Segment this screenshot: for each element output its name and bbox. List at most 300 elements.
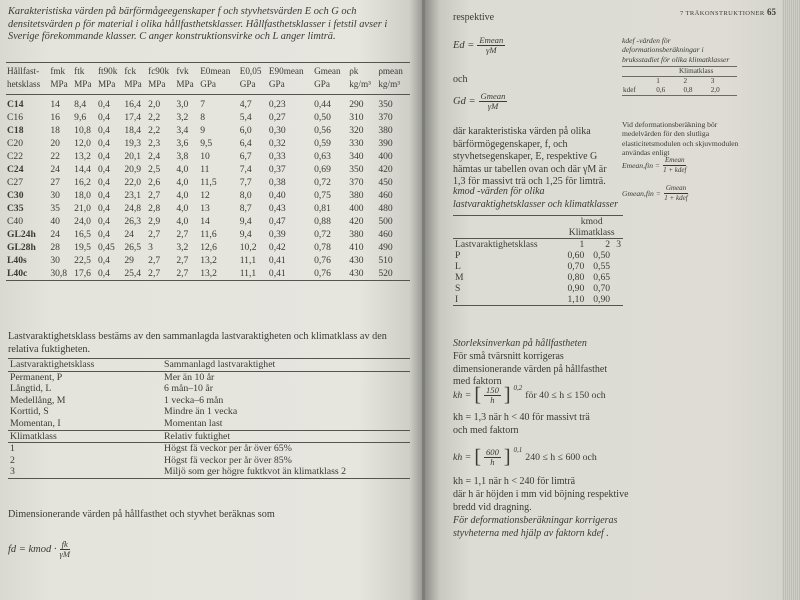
table-cell — [612, 261, 623, 272]
unit-cell: kg/m³ — [377, 78, 410, 95]
table-row — [453, 294, 623, 306]
formula-g — [453, 92, 507, 111]
table-cell: 400 — [378, 151, 393, 162]
table-cell: 510 — [378, 255, 393, 266]
table-cell: 0,90 — [567, 283, 585, 294]
table-cell: 4,0 — [176, 203, 189, 214]
fraction-denominator: γM — [486, 45, 497, 55]
table-cell: 2,3 — [148, 138, 161, 149]
table-caption: Karakteristiska värden på bärförmågeegenskaper f och styvhetsvärden E och G och densitetsvärden ρ för material i olika hållfasthetsklasser. Hållfasthetsklasser i fetstil avser i Sverige förekommande klasser. C anger konstruktionsvirke och L anger limträ. — [8, 6, 388, 43]
gmean-fin-formula — [622, 184, 688, 203]
header-cell: Hållfast- — [6, 63, 49, 79]
table-cell: 8,0 — [239, 190, 252, 201]
size-effect-text: För små tvärsnitt korrigeras dimensionerande värden på hållfasthet med faktorn — [453, 351, 608, 388]
table-cell: 0,47 — [268, 216, 286, 227]
table-cell: 1 — [10, 443, 15, 455]
unit-cell: MPa — [49, 78, 73, 95]
table-cell — [612, 294, 623, 306]
fraction-numerator: 600 — [485, 447, 499, 457]
formula-exponent: 0,2 — [513, 383, 523, 392]
kmod-subtitle: Klimatklass — [568, 227, 615, 238]
kh-note-text: där h är höjden i mm vid böjning respektive bredd vid dragning. — [453, 489, 629, 513]
strength-class-cell: C14 — [7, 99, 24, 110]
table-row — [6, 241, 410, 254]
header-cell: 3 — [710, 77, 737, 87]
header-cell: 2 — [586, 239, 612, 251]
formula-fraction — [477, 36, 505, 55]
unit-cell: GPa — [239, 78, 268, 95]
fraction-denominator: γM — [487, 101, 499, 111]
table-cell: 9,6 — [74, 112, 87, 123]
header-cell: E0mean — [199, 63, 239, 79]
kh-formula-1: kh = [ $\frac{150}{h}$ ] 0,2 för 40 ≤ h ≤ 150 och — [453, 383, 606, 406]
formula-fraction — [484, 448, 501, 467]
design-formula — [8, 540, 70, 559]
table-cell: 2,8 — [148, 203, 161, 214]
table-cell — [612, 250, 623, 261]
table-cell — [612, 272, 623, 283]
table-row — [6, 163, 410, 176]
header-cell: ftk — [73, 63, 97, 79]
fraction-numerator: fk — [61, 539, 68, 549]
table-cell: 13 — [200, 203, 210, 214]
formula-fraction — [663, 156, 686, 175]
table-cell: 2,7 — [176, 229, 189, 240]
table-cell: 0,76 — [314, 255, 331, 266]
header-cell: Lastvaraktighetsklass — [8, 359, 162, 372]
table-cell: 3 — [8, 466, 162, 478]
table-cell: 0,75 — [314, 190, 331, 201]
table-cell: 4,0 — [176, 216, 189, 227]
duration-header-row — [8, 359, 410, 372]
table-cell: 4,0 — [176, 177, 189, 188]
table-cell: 24,8 — [124, 203, 142, 214]
table-cell: 24 — [50, 229, 60, 240]
table-row — [8, 418, 410, 430]
table-row — [6, 111, 410, 124]
table-cell: 10 — [200, 151, 210, 162]
table-row — [6, 95, 410, 112]
table-cell: 2,7 — [148, 255, 161, 266]
unit-cell: GPa — [313, 78, 348, 95]
table-row — [6, 267, 410, 281]
table-cell: 10,8 — [74, 125, 91, 136]
table-cell: 14,4 — [74, 164, 91, 175]
formula-fraction — [60, 540, 71, 559]
table-cell: 13,2 — [200, 255, 217, 266]
unit-cell: MPa — [73, 78, 97, 95]
strength-class-cell: C40 — [7, 216, 23, 227]
kmod-table-title: kmod -värden för olika lastvaraktighetsklasser och klimatklasser — [453, 186, 618, 210]
table-cell: 0,65 — [593, 272, 611, 283]
table-cell: I — [453, 294, 560, 306]
table-cell: 18 — [50, 125, 60, 136]
duration-class-table — [8, 358, 410, 479]
table-cell: 0,63 — [314, 151, 331, 162]
header-cell: Gmean — [313, 63, 348, 79]
table-cell: 11,1 — [239, 255, 257, 266]
formula-lhs: Emean,fin = — [622, 161, 661, 170]
table-cell: 0,44 — [314, 99, 331, 110]
table-row — [8, 406, 410, 418]
table-cell: 18,4 — [124, 125, 142, 136]
table-cell: 0,72 — [314, 229, 331, 240]
table-cell: 16 — [50, 112, 60, 123]
table-cell: 14 — [50, 99, 60, 110]
strength-class-cell: GL28h — [7, 242, 36, 253]
table-row — [6, 176, 410, 189]
table-row — [453, 283, 623, 294]
table-cell: Permanent, P — [10, 371, 63, 383]
kmod-header-row — [453, 239, 623, 251]
table-cell: 24,0 — [74, 216, 91, 227]
fraction-numerator: Emean — [479, 35, 504, 45]
strength-class-cell: C22 — [7, 151, 23, 162]
table-cell: 0,55 — [593, 261, 611, 272]
table-cell: 290 — [349, 99, 364, 110]
table-cell: 22 — [50, 151, 60, 162]
table-row — [453, 250, 623, 261]
kmod-sub-row — [453, 227, 623, 239]
formula-fraction — [479, 92, 508, 111]
table-cell: 16,2 — [74, 177, 91, 188]
table-cell: S — [455, 283, 461, 294]
table-cell: 2,7 — [175, 267, 199, 281]
table-cell: 6,7 — [239, 151, 252, 162]
table-cell: 12 — [200, 190, 210, 201]
table-row — [8, 395, 410, 407]
table-cell — [612, 283, 623, 294]
table-cell: 24 — [50, 164, 60, 175]
formula-fraction — [484, 386, 501, 405]
table-cell: 23,1 — [124, 190, 142, 201]
header-cell: 1 — [655, 77, 682, 87]
table-cell: 17,4 — [124, 112, 142, 123]
table-cell: 7,4 — [239, 164, 252, 175]
strength-class-cell: GL24h — [7, 229, 36, 240]
header-cell: Lastvaraktighetsklass — [453, 239, 560, 251]
strength-class-cell: L40s — [7, 255, 27, 266]
table-row — [6, 254, 410, 267]
fraction-numerator: Gmean — [480, 91, 506, 101]
table-cell: 0,81 — [314, 203, 331, 214]
table-cell: 0,30 — [268, 125, 286, 136]
table-cell: 2,7 — [148, 229, 161, 240]
table-cell: 0,4 — [97, 99, 110, 110]
strength-class-cell: C16 — [7, 112, 23, 123]
size-effect-title: Storleksinverkan på hållfastheten — [453, 338, 587, 349]
table-cell: 29 — [124, 255, 134, 266]
table-cell: 9,5 — [200, 138, 213, 149]
table-cell: 430 — [348, 267, 377, 281]
table-cell: 18,0 — [74, 190, 91, 201]
table-cell: 0,70 — [593, 283, 611, 294]
table-cell: 14 — [200, 216, 210, 227]
table-cell: 1 vecka–6 mån — [164, 394, 224, 406]
page-edge — [782, 0, 800, 600]
table-row — [6, 202, 410, 215]
table-row — [6, 189, 410, 202]
header-cell: fvk — [175, 63, 199, 79]
header-cell: Klimatklass — [8, 430, 162, 443]
header-cell: 1 — [560, 239, 586, 251]
table-cell: 0,4 — [97, 203, 110, 214]
table-cell: 0,4 — [97, 112, 110, 123]
table-cell: 0,80 — [567, 272, 585, 283]
fraction-numerator: Gmean — [665, 184, 687, 192]
header-cell: Sammanlagd lastvaraktighet — [162, 359, 410, 372]
unit-cell: GPa — [268, 78, 313, 95]
formula-lhs: kh = — [453, 390, 472, 401]
table-cell: 0,4 — [97, 151, 110, 162]
right-page — [425, 0, 800, 600]
table-header-row — [6, 63, 410, 79]
table-cell: 0,4 — [97, 267, 123, 281]
table-cell: 3,6 — [176, 138, 189, 149]
running-head: 7 TRÄKONSTRUKTIONER — [680, 10, 765, 17]
table-cell: 6 mån–10 år — [164, 383, 213, 395]
table-row — [6, 228, 410, 241]
fraction-denominator: 1 + kdef — [664, 194, 688, 202]
table-cell: 9,4 — [239, 229, 252, 240]
unit-cell: hetsklass — [6, 78, 49, 95]
header-cell: fck — [123, 63, 147, 79]
table-cell: 0,33 — [268, 151, 286, 162]
table-cell: 0,4 — [97, 190, 110, 201]
table-cell: 1,10 — [560, 294, 586, 306]
fraction-denominator: h — [490, 457, 495, 467]
kdef-value-row — [622, 86, 737, 96]
table-row — [6, 137, 410, 150]
table-row — [8, 443, 410, 455]
unit-cell: MPa — [123, 78, 147, 95]
table-row — [8, 466, 410, 478]
table-cell: Mindre än 1 vecka — [164, 406, 238, 418]
table-cell: 6,0 — [239, 125, 252, 136]
table-cell: 4,7 — [239, 99, 252, 110]
kh-glulam-text: kh = 1,1 när h < 240 för limträ — [453, 476, 576, 487]
strength-class-cell: C24 — [7, 164, 24, 175]
table-cell: 320 — [349, 125, 364, 136]
table-cell: 0,50 — [593, 250, 611, 261]
table-cell: 3,2 — [176, 242, 189, 253]
table-cell: 380 — [349, 190, 364, 201]
table-cell: 400 — [349, 203, 364, 214]
table-cell: 12,0 — [74, 138, 91, 149]
header-cell: fmk — [49, 63, 73, 79]
table-cell: 25,4 — [123, 267, 147, 281]
table-cell: 3,4 — [176, 125, 189, 136]
strength-class-cell: C18 — [7, 125, 24, 136]
table-cell: L — [455, 261, 461, 272]
table-cell: 0,41 — [268, 255, 286, 266]
formula-condition: 240 ≤ h ≤ 600 och — [525, 452, 597, 463]
kdef-table — [622, 66, 737, 96]
table-cell: 380 — [378, 125, 393, 136]
strength-class-cell: L40c — [6, 267, 49, 281]
table-row — [8, 455, 410, 467]
kmod-title-row — [453, 216, 623, 228]
table-cell: 350 — [378, 99, 393, 110]
table-cell: 3 — [148, 242, 153, 253]
table-row — [8, 383, 410, 395]
table-cell: 11,5 — [200, 177, 217, 188]
table-row — [8, 371, 410, 383]
table-cell: 11,1 — [239, 267, 268, 281]
table-cell: 0,88 — [314, 216, 331, 227]
table-row — [453, 272, 623, 283]
table-cell: 0,41 — [268, 267, 313, 281]
table-cell: 2,0 — [710, 86, 737, 96]
table-cell: 0,32 — [268, 138, 286, 149]
strength-class-cell: C27 — [7, 177, 23, 188]
table-cell: Mer än 10 år — [164, 371, 215, 383]
emean-fin-formula — [622, 156, 686, 175]
table-cell: 16,5 — [74, 229, 91, 240]
header-cell: ft90k — [97, 63, 123, 79]
table-cell: 0,4 — [97, 216, 110, 227]
table-cell: 8,4 — [74, 99, 87, 110]
header-cell: ρk — [348, 63, 377, 79]
kmod-table — [453, 215, 623, 306]
table-cell: 17,6 — [73, 267, 97, 281]
strength-class-cell: C35 — [7, 203, 24, 214]
table-cell: 2,7 — [147, 267, 175, 281]
table-cell: P — [455, 250, 461, 261]
table-cell: 330 — [349, 138, 364, 149]
table-cell: 2,0 — [148, 99, 161, 110]
table-cell: 5,4 — [239, 112, 252, 123]
table-cell: 0,59 — [314, 138, 331, 149]
formula-lhs: Ed = — [453, 40, 475, 51]
table-cell: 26,5 — [124, 242, 142, 253]
table-cell: 40 — [50, 216, 60, 227]
table-cell: 11,6 — [200, 229, 217, 240]
table-cell: 21,0 — [74, 203, 91, 214]
fraction-numerator: 150 — [485, 385, 499, 395]
table-cell: 430 — [349, 255, 364, 266]
kdef-header-row — [622, 77, 737, 87]
table-cell: 310 — [349, 112, 364, 123]
table-cell: 2,2 — [148, 125, 161, 136]
table-cell: 12,6 — [200, 242, 217, 253]
table-cell: 0,4 — [97, 164, 110, 175]
table-cell: 20,1 — [124, 151, 142, 162]
formula-lhs: kh = — [453, 452, 472, 463]
formula-lhs: Gd = — [453, 96, 476, 107]
table-cell: 0,50 — [314, 112, 331, 123]
table-cell: 28 — [50, 242, 60, 253]
table-cell: 350 — [349, 164, 364, 175]
table-cell: 390 — [378, 138, 393, 149]
strength-class-table — [6, 62, 410, 281]
unit-cell: GPa — [199, 78, 239, 95]
table-cell: 6,4 — [239, 138, 252, 149]
table-cell: 22,5 — [74, 255, 91, 266]
table-cell: 3,2 — [176, 112, 189, 123]
table-cell: 2,9 — [148, 216, 161, 227]
header-cell: 2 — [682, 77, 709, 87]
header-cell: Relativ fuktighet — [162, 430, 410, 443]
table-cell: 420 — [378, 164, 393, 175]
table-cell: 460 — [378, 190, 393, 201]
table-cell: 380 — [349, 229, 364, 240]
table-cell: 0,37 — [268, 164, 286, 175]
table-cell: 490 — [378, 242, 393, 253]
table-cell: 3,0 — [176, 99, 189, 110]
characteristic-values-text: där karakteristiska värden på olika bärförmögegenskaper, f, och styvhetsegenskaper, E, respektive G hämtas ur tabellen ovan och där γM är 1,3 för massivt trä och 1,25 för limträ. — [453, 126, 607, 188]
table-cell: 0,4 — [97, 255, 110, 266]
table-cell: 26,3 — [124, 216, 142, 227]
formula-e — [453, 36, 505, 55]
table-cell: 370 — [349, 177, 364, 188]
kdef-subtitle: Klimatklass — [655, 67, 737, 77]
kdef-text: Vid deformationsberäkning bör medelvärden för den slutliga elasticitetsmodulen och skjuvmodulen användas enligt — [622, 120, 739, 158]
table-cell: 370 — [378, 112, 393, 123]
table-cell: 19,3 — [124, 138, 142, 149]
header-cell: 3 — [612, 239, 623, 251]
unit-cell: kg/m³ — [348, 78, 377, 95]
table-cell: 9,4 — [239, 216, 252, 227]
table-cell: 7,7 — [239, 177, 252, 188]
table-cell: Långtid, L — [10, 383, 52, 395]
kdef-sub-row — [622, 67, 737, 77]
table-cell: Miljö som ger högre fuktkvot än klimatklass 2 — [162, 466, 410, 478]
table-cell: 0,4 — [97, 229, 110, 240]
table-cell: 0,72 — [314, 177, 331, 188]
table-cell: 0,39 — [268, 229, 286, 240]
unit-cell: MPa — [175, 78, 199, 95]
table-cell: 16,4 — [124, 99, 142, 110]
table-cell: 13,2 — [74, 151, 91, 162]
table-cell: 0,4 — [97, 138, 110, 149]
table-cell: 2,7 — [148, 190, 161, 201]
deformation-text: För deformationsberäkningar korrigeras styvheterna med hjälp av faktorn kdef . — [453, 515, 618, 539]
formula-condition: för 40 ≤ h ≤ 150 och — [525, 390, 606, 401]
table-cell: 4,0 — [176, 164, 189, 175]
table-cell: 500 — [378, 216, 393, 227]
table-cell: 0,42 — [268, 242, 286, 253]
table-cell: 0,23 — [268, 99, 286, 110]
table-cell: 0,78 — [314, 242, 331, 253]
table-cell: 2,7 — [176, 255, 189, 266]
design-values-text: Dimensionerande värden på hållfasthet och styvhet beräknas som — [8, 509, 275, 520]
table-cell: Momentan, I — [8, 418, 162, 430]
table-cell: 0,43 — [268, 203, 286, 214]
header-cell: E0,05 — [239, 63, 268, 79]
formula-lhs: Gmean,fin = — [622, 189, 661, 198]
header-cell: fc90k — [147, 63, 175, 79]
table-row — [453, 261, 623, 272]
table-cell: 0,4 — [97, 125, 110, 136]
strength-class-cell: C30 — [7, 190, 24, 201]
table-cell: 2,6 — [148, 177, 161, 188]
header-cell: E90mean — [268, 63, 313, 79]
formula-fraction — [664, 184, 688, 203]
kh-solid-text: kh = 1,3 när h < 40 för massivt trä — [453, 412, 590, 423]
strength-class-cell: C20 — [7, 138, 23, 149]
table-cell: 0,70 — [567, 261, 585, 272]
table-cell: 0,56 — [314, 125, 331, 136]
table-cell: 420 — [349, 216, 364, 227]
table-cell: 9 — [200, 125, 205, 136]
table-cell: 13,2 — [199, 267, 239, 281]
table-row — [6, 150, 410, 163]
unit-cell: MPa — [147, 78, 175, 95]
table-unit-row — [6, 78, 410, 95]
table-cell: Högst fä veckor per år över 85% — [164, 454, 292, 466]
table-cell: 0,69 — [314, 164, 331, 175]
